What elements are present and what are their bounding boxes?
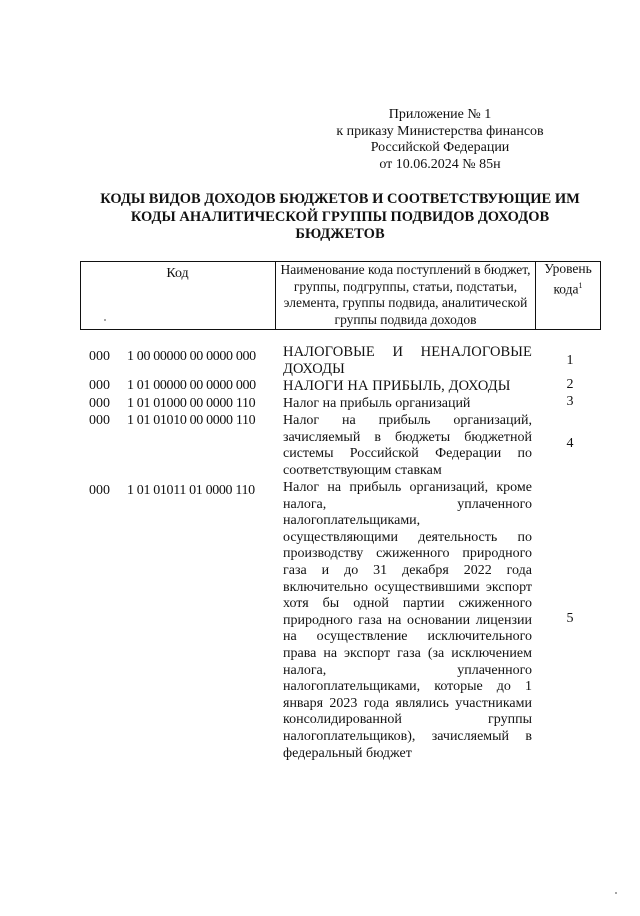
- annex-order-ref: к приказу Министерства финансов: [336, 123, 544, 139]
- row-name: Налог на прибыль организаций, кроме налога, уплаченного налогоплательщиками, осуществляющими деятельность по производству сжиженного природного газа и до 31 декабря 2022 года включительно осуществившими экспорт хотя бы одной партии сжиженного природного газа на основании лицензии на осуществление исключительного права на экспорт газа (за исключением налога, уплаченного налогоплательщиками, которые до 1 января 2023 года являлись участниками консолидированной группы налогоплательщиков), зачисляемый в федеральный бюджет: [283, 480, 532, 761]
- title-line-1: КОДЫ ВИДОВ ДОХОДОВ БЮДЖЕТОВ И СООТВЕТСТВУЮЩИЕ ИМ: [100, 191, 580, 207]
- row-code: 1 01 00000 00 0000 000: [127, 378, 256, 393]
- annex-order-date: от 10.06.2024 № 85н: [379, 156, 501, 172]
- row-admin-code: 000: [89, 396, 110, 411]
- row-level: 2: [566, 377, 574, 392]
- row-admin-code: 000: [89, 413, 110, 428]
- row-name: Налог на прибыль организаций, зачисляемый в бюджеты бюджетной системы Российской Федерации по соответствующим ставкам: [283, 413, 532, 478]
- header-code: Код: [166, 266, 189, 281]
- scan-speck: [104, 319, 106, 321]
- row-level: 4: [566, 436, 574, 451]
- annex-reference: [300, 107, 580, 173]
- row-code: 1 01 01010 00 0000 110: [127, 413, 256, 428]
- row-code: 1 01 01011 01 0000 110: [127, 483, 255, 498]
- header-divider-2: [535, 261, 536, 329]
- row-name: НАЛОГОВЫЕ И НЕНАЛОГОВЫЕ ДОХОДЫ: [283, 344, 532, 377]
- table-header: [80, 261, 600, 329]
- header-level-footnote: 1: [578, 280, 583, 290]
- row-code: 1 00 00000 00 0000 000: [127, 349, 256, 364]
- annex-ministry: Российской Федерации: [370, 140, 510, 155]
- row-code: 1 01 01000 00 0000 110: [127, 396, 256, 411]
- row-level: 1: [566, 353, 574, 368]
- scan-speck: [615, 892, 617, 894]
- row-name: НАЛОГИ НА ПРИБЫЛЬ, ДОХОДЫ: [283, 378, 511, 394]
- annex-number: Приложение № 1: [388, 107, 492, 122]
- row-name: Налог на прибыль организаций: [283, 396, 471, 411]
- document-title: [80, 191, 600, 244]
- header-divider-1: [275, 261, 276, 329]
- title-line-2: КОДЫ АНАЛИТИЧЕСКОЙ ГРУППЫ ПОДВИДОВ ДОХОДОВ: [130, 208, 550, 225]
- row-admin-code: 000: [89, 349, 110, 364]
- row-admin-code: 000: [89, 378, 110, 393]
- header-level-label: Уровень кода: [544, 261, 592, 296]
- row-level: 3: [566, 394, 574, 409]
- header-level: [537, 261, 599, 298]
- row-level: 5: [566, 611, 574, 626]
- header-name: Наименование кода поступлений в бюджет, группы, подгруппы, статьи, подстатьи, элемента, группы подвида, аналитической группы подвида доходов: [280, 262, 531, 327]
- title-line-3: БЮДЖЕТОВ: [295, 226, 385, 242]
- row-admin-code: 000: [89, 483, 110, 498]
